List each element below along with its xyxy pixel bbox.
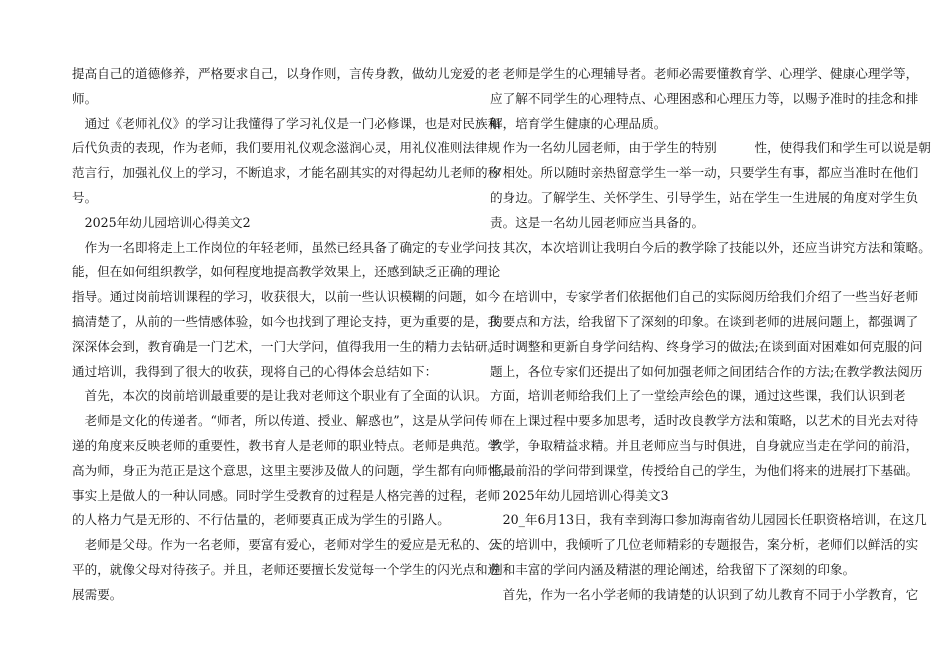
text-line: 高为师，身正为范正是这个意思，这里主要涉及做人的问题，学生都有向师性， (72, 462, 513, 478)
text-line: 天的培训中，我倾听了几位老师精彩的专题报告，案分析，老师们以鲜活的实 (490, 537, 919, 553)
text-line: 提高自己的道德修养，严格要求自己，以身作则，言传身教，做幼儿宠爱的老 (72, 66, 501, 81)
text-line: 的人格力气是无形的、不行估量的，老师要真正成为学生的引路人。 (72, 512, 450, 528)
text-line: 作为一名幼儿园老师，由于学生的特别 性，使得我们和学生可以说是朝 (490, 140, 931, 156)
text-line: 在培训中，专家学者们依据他们自己的实际阅历给我们介绍了一些当好老师 (490, 289, 919, 305)
right-text-column (490, 62, 931, 608)
paragraph-gap (490, 260, 876, 285)
text-line: 递的角度来反映老师的重要性，教书育人是老师的职业特点。老师是典范。学 (72, 437, 501, 453)
text-line: 号。 (72, 189, 98, 205)
text-line: 解，培育学生健康的心理品质。 (490, 115, 667, 131)
text-line: 题上，各位专家们还提出了如何加强老师之间团结合作的方法;在教学教法阅历 (490, 363, 923, 379)
text-line: 老师是父母。作为一名老师，要富有爱心，老师对学生的爱应是无私的、公 (72, 537, 501, 553)
text-line: 2025年幼儿园培训心得美文3 (490, 487, 669, 503)
text-line: 深深体会到，教育确是一门艺术，一门大学问，值得我用一生的精力去钻研。 (72, 338, 501, 354)
text-line: 范言行，加强礼仪上的学习，不断追求，才能名副其实的对得起幼儿老师的称 (72, 165, 501, 181)
text-line: 师在上课过程中要多加思考，适时改良教学方法和策略，以艺术的目光去对待 (490, 413, 919, 429)
text-line: 应了解不同学生的心理特点、心理困惑和心理压力等，以赐予准时的挂念和排 (490, 90, 919, 106)
text-line: 方面，培训老师给我们上了一堂绘声绘色的课，通过这些课，我们认识到老 (490, 388, 906, 404)
text-line: 指导。通过岗前培训课程的学习，收获很大，以前一些认识模糊的问题，如今 (72, 289, 501, 305)
text-line: 的要点和方法，给我留下了深刻的印象。在谈到老师的进展问题上，都强调了 (490, 313, 919, 329)
text-line: 通过培训，我得到了很大的收获，现将自己的心得体会总结如下： (72, 363, 438, 379)
text-line: 后代负责的表现，作为老师，我们要用礼仪观念滋润心灵，用礼仪准则法律规 (72, 140, 501, 156)
text-line: 夕相处。所以随时亲热留意学生一举一动，只要学生有事，都应当准时在他们 (490, 165, 919, 181)
text-line: 作为一名即将走上工作岗位的年轻老师，虽然已经具备了确定的专业学问技 (72, 239, 501, 255)
text-line: 能，但在如何组织教学，如何程度地提高教学效果上，还感到缺乏正确的理论 (72, 264, 501, 280)
text-line: 将最前沿的学问带到课堂，传授给自己的学生，为他们将来的进展打下基础。 (490, 462, 919, 478)
text-line: 老师是文化的传递者。“师者，所以传道、授业、解惑也”，这是从学问传 (72, 413, 488, 429)
text-line: 其次，本次培训让我明白今后的教学除了技能以外，还应当讲究方法和策略。 (490, 239, 931, 255)
text-line: 20_年6月13日，我有幸到海口参加海南省幼儿园园长任职资格培训，在这几 (490, 512, 927, 528)
text-line: 通过《老师礼仪》的学习让我懂得了学习礼仪是一门必修课，也是对民族和 (72, 115, 501, 131)
text-line: 展需要。 (72, 586, 123, 602)
text-line: 老师是学生的心理辅导者。老师必需要懂教育学、心理学、健康心理学等， (490, 66, 919, 81)
text-line: 事实上是做人的一种认同感。同时学生受教育的过程是人格完善的过程，老师 (72, 487, 501, 503)
text-line: 师。 (72, 90, 98, 106)
left-text-column (72, 62, 513, 608)
text-line: 例和丰富的学问内涵及精湛的理论阐述，给我留下了深刻的印象。 (490, 561, 856, 577)
text-line: 首先，本次的岗前培训最重要的是让我对老师这个职业有了全面的认识。 (72, 388, 488, 404)
text-line: 2025年幼儿园培训心得美文2 (72, 214, 251, 230)
text-line: 首先，作为一名小学老师的我请楚的认识到了幼儿教育不同于小学教育，它 (490, 586, 919, 602)
text-line: 的身边。了解学生、关怀学生、引导学生，站在学生一生进展的角度对学生负 (490, 189, 919, 205)
text-line: 教学，争取精益求精。并且老师应当与时俱进，自身就应当走在学问的前沿， (490, 437, 919, 453)
text-line: 适时调整和更新自身学问结构、终身学习的做法;在谈到面对困难如何克服的问 (490, 338, 923, 354)
text-line: 搞清楚了，从前的一些情感体验，如今也找到了理论支持，更为重要的是，我 (72, 313, 501, 329)
text-line: 平的，就像父母对待孩子。并且，老师还要擅长发觉每一个学生的闪光点和进 (72, 561, 501, 577)
text-line: 责。这是一名幼儿园老师应当具备的。 (490, 214, 705, 230)
